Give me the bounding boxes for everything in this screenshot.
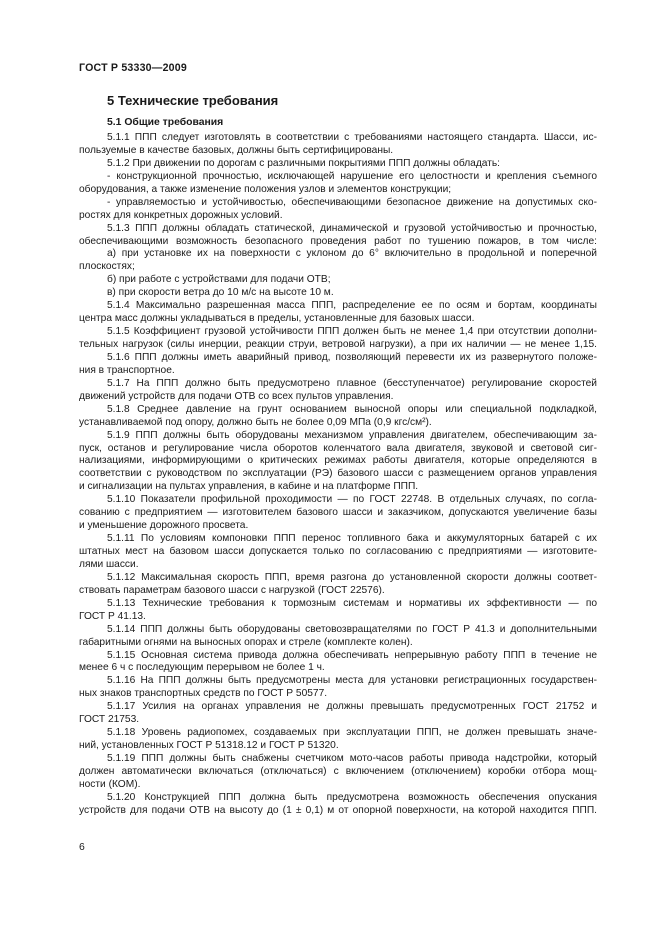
text-line: - конструкционной прочностью, исключающей нарушение его целостности и крепления съемного — [107, 170, 597, 182]
text-line: 5.1.8 Среднее давление на грунт основанием выносной опоры или специальной подкладкой, — [107, 403, 597, 415]
text-line: 5.1.15 Основная система привода должна обеспечивать непрерывную работу ППП в течение не — [107, 649, 597, 661]
text-line: 5.1.16 На ППП должны быть предусмотрены места для установки регистрационных государствен- — [107, 675, 597, 687]
text-line: соответствии с руководством по эксплуатации (РЭ) базового шасси с размещением органов управления — [79, 468, 597, 480]
document-header: ГОСТ Р 53330—2009 — [79, 62, 187, 74]
text-line: обеспечивающими возможность безопасного проведения работ по тушению пожаров, в том числе: — [79, 235, 597, 247]
text-line: 5.1.11 По условиям компоновки ППП перенос топливного бака и аккумуляторных батарей с их — [107, 533, 597, 545]
section-title: 5 Технические требования — [107, 93, 279, 108]
text-line: менее 6 ч с последующим перерывом не более 1 ч. — [79, 662, 325, 674]
text-line: 5.1.7 На ППП должно быть предусмотрено плавное (бесступенчатое) регулирование скоростей — [107, 377, 597, 389]
text-line: 5.1.5 Коэффициент грузовой устойчивости ППП должен быть не менее 1,4 при отсутствии дополни- — [107, 326, 597, 338]
page-number: 6 — [79, 842, 85, 853]
text-line: пользуемые в качестве базовых, должны быть сертифицированы. — [79, 144, 394, 156]
text-line: сованию с предприятием — изготовителем базового шасси и заказчиком, допускаются увеличение базы — [79, 507, 597, 519]
subsection-title: 5.1 Общие требования — [107, 117, 224, 128]
text-line: - управляемостью и устойчивостью, обеспечивающими безопасное движение на допустимых ско- — [107, 196, 597, 208]
text-line: ний, установленных ГОСТ Р 51318.12 и ГОСТ Р 51320. — [79, 740, 339, 752]
text-line: 5.1.17 Усилия на органах управления не должны превышать предусмотренных ГОСТ 21752 и — [107, 701, 597, 713]
text-line: и уменьшение дорожного просвета. — [79, 520, 249, 532]
text-line: ных знаков транспортных средств по ГОСТ Р 50577. — [79, 688, 328, 700]
text-line: движений устройств для подачи ОТВ со всех пультов управления. — [79, 390, 394, 402]
text-line: б) при работе с устройствами для подачи ОТВ; — [107, 274, 331, 286]
text-line: ГОСТ Р 41.13. — [79, 610, 146, 622]
text-line: ростях для конкретных дорожных условий. — [79, 209, 283, 221]
text-line: 5.1.1 ППП следует изготовлять в соответствии с требованиями настоящего стандарта. Шасси, ис- — [107, 132, 597, 143]
text-line: штатных мест на базовом шасси допускается только по согласованию с предприятиями — изготовите- — [79, 546, 597, 557]
text-line: центра масс должны укладываться в пределы, установленные для базовых шасси. — [79, 313, 475, 325]
text-line: ствовать параметрам базового шасси с нагрузкой (ГОСТ 22576). — [79, 584, 385, 596]
text-line: в) при скорости ветра до 10 м/с на высоте 10 м. — [107, 287, 334, 299]
text-line: ГОСТ 21753. — [79, 714, 140, 726]
text-line: габаритными огнями на выносных опорах и стреле (комплекте колен). — [79, 636, 413, 648]
text-line: 5.1.18 Уровень радиопомех, создаваемых при эксплуатации ППП, не должен превышать значе- — [107, 727, 597, 739]
text-line: пуск, останов и регулирование числа оборотов коленчатого вала двигателя, звуковой и световой сиг- — [79, 442, 597, 454]
text-line: тельных нагрузок (силы инерции, реакции струи, ветровой нагрузки), а при их наличии — не менее 1,15. — [79, 339, 597, 350]
text-line: 5.1.10 Показатели профильной проходимости — по ГОСТ 22748. В отдельных случаях, по согла- — [107, 494, 597, 506]
text-line: лями шасси. — [79, 558, 139, 570]
text-line: 5.1.12 Максимальная скорость ППП, время разгона до установленной скорости должны соответ- — [107, 571, 597, 583]
body-text — [79, 132, 597, 818]
text-line: и сигнализации на пультах управления, в кабине и на платформе ППП. — [79, 481, 419, 493]
text-line: 5.1.14 ППП должны быть оборудованы световозвращателями по ГОСТ Р 41.3 и дополнительными — [107, 623, 597, 635]
text-line: 5.1.4 Максимально разрешенная масса ППП, распределение ее по осям и бортам, координаты — [107, 300, 597, 312]
text-line: 5.1.20 Конструкцией ППП должна быть предусмотрена возможность обеспечения опускания — [107, 791, 597, 803]
text-line: оборудования, а также изменение положения узлов и элементов конструкции; — [79, 183, 452, 195]
text-line: 5.1.3 ППП должны обладать статической, динамической и грузовой устойчивостью и прочностью, — [107, 222, 597, 234]
text-line: плоскостях; — [79, 261, 135, 273]
text-line: должен автоматически включаться (отключаться) с включением (отключением) коробки отбора мощ- — [79, 765, 597, 777]
text-line: устройств для подачи ОТВ на высоту до (1 ± 0,1) м от опорной поверхности, на которой находится ППП. — [79, 804, 597, 816]
text-line: 5.1.2 При движении по дорогам с различными покрытиями ППП должны обладать: — [107, 157, 501, 169]
text-line: устанавливаемой под опору, должно быть не более 0,09 МПа (0,9 кгс/см²). — [79, 416, 432, 428]
text-line: нализациями, информирующими о критических режимах работы двигателя, которые определяются в — [79, 455, 597, 467]
text-line: 5.1.19 ППП должны быть снабжены счетчиком мото-часов работы привода надстройки, который — [107, 753, 597, 764]
text-line: 5.1.6 ППП должны иметь аварийный привод, позволяющий перевести их из развернутого положе- — [107, 351, 597, 363]
text-line: 5.1.13 Технические требования к тормозным системам и нормативы их эффективности — по — [107, 597, 597, 609]
text-line: а) при установке их на поверхности с уклоном до 6° включительно в продольной и поперечной — [107, 248, 597, 260]
text-line: ния в транспортное. — [79, 364, 175, 376]
text-line: 5.1.9 ППП должны быть оборудованы механизмом управления двигателем, обеспечивающим за- — [107, 429, 597, 441]
text-line: ности (КОМ). — [79, 778, 141, 790]
